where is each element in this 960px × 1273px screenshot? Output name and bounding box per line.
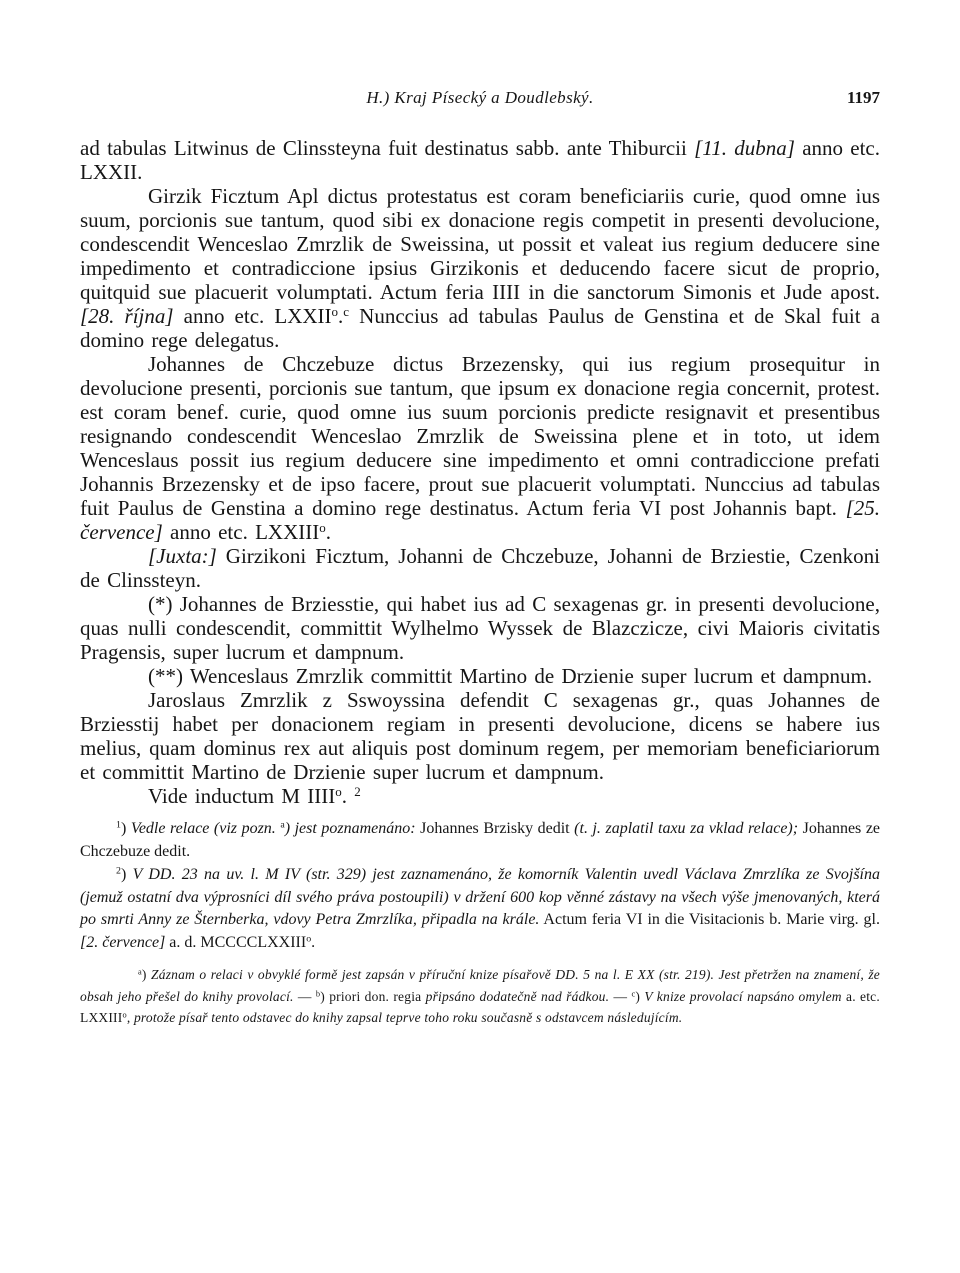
paragraph: [Juxta:] Girzikoni Ficztum, Johanni de Chczebuze, Johanni de Brziestie, Czenkoni de Clinssteyn.	[80, 544, 880, 592]
date-note: [11. dubna]	[694, 136, 795, 160]
date-note: [25. července]	[80, 496, 880, 544]
footnote-ref: 2	[354, 783, 361, 799]
paragraph: Vide inductum M IIII$^o$. $^2$	[148, 783, 361, 808]
page-header	[80, 88, 880, 118]
footnote: $^2$) V DD. 23 na uv. l. M IV (str. 329) jest zaznamenáno, že komorník Valentin uvedl Václava Zmrzlíka ze Svojšína (jemuž ostatní dva výprosníci díl svého práva postoupili) v držení 600 kop věnné zástavy na všech výše jmenovaných, která po smrti Anny ze Šternberka, vdovy Petra Zmrzlíka, připadla na krále. Actum feria VI in die Visitacionis b. Marie virg. gl. [2. července] a. d. MCCCCLXXIII$^o$.	[80, 865, 880, 951]
date-note: [2. července]	[80, 933, 166, 951]
date-note: [28. října]	[80, 304, 174, 328]
editor-note: [Juxta:]	[148, 544, 217, 568]
paragraph: Girzik Ficztum Apl dictus protestatus est coram beneficiariis curie, quod omne ius suum, porcionis sue tantum, quod sibi ex donacione regis competit in presenti devolucione, condescendit Wenceslao Zmrzlik de Sweissina, ut possit et valeat ius regium deducere sine impedimento et contradiccione ipsius Girzikonis et deducendo facere sicut de proprio, quitquid sue placuerit volumptati. Actum feria IIII in die sanctorum Simonis et Jude apost. [28. října] anno etc. LXXII$^o$.$^c$ Nunccius ad tabulas Paulus de Genstina et de Skal fuit a domino rege delegatus.	[80, 184, 880, 352]
running-title: H.) Kraj Písecký a Doudlebský.	[366, 88, 594, 107]
main-text	[80, 136, 880, 808]
paragraph: (*) Johannes de Brziesstie, qui habet ius ad C sexagenas gr. in presenti devolucione, quas nulli condescendit, committit Wylhelmo Wyssek de Blazczicze, civi Maioris civitatis Pragensis, super lucrum et dampnum.	[80, 592, 880, 664]
note: $^a$) Záznam o relaci v obvyklé formě jest zapsán v příruční knize písařově DD. 5 na l. E XX (str. 219). Jest přetržen na znamení, že obsah jeho přešel do knihy provolací. — $^b$) priori don. regia připsáno dodatečně nad řádkou. — $^c$) V knize provolací napsáno omylem a. etc. LXXIII$^o$, protože písař tento odstavec do knihy zapsal teprve toho roku současně s odstavcem následujícím.	[80, 967, 880, 1025]
paragraph: Jaroslaus Zmrzlik z Sswoyssina defendit C sexagenas gr., quas Johannes de Brziesstij habet per donacionem regiam in presenti devolucione, dicens se habere ius melius, quam dominus rex aut aliquis post dominum regem, per memoriam beneficiariorum et committit Martino de Drzienie super lucrum et dampnum.	[80, 688, 880, 784]
footnotes	[80, 818, 880, 954]
paragraph: Johannes de Chczebuze dictus Brzezensky, qui ius regium prosequitur in devolucione presenti, porcionis sue tantum, que ipsum ex donacione regia concernit, protest. est coram benef. curie, quod omne ius suum porcionis predicte resignavit et presentibus resignando condescendit Wenceslao Zmrzlik de Sweissina plene et in toto, ut idem Wenceslaus possit ius regium deducere sine impedimento et omni contradiccione prefati Johannis Brzezensky et de ipso facere, prout sue placuerit volumptati. Nunccius ad tabulas fuit Paulus de Genstina a domino rege destinatus. Actum feria VI post Johannis bapt. [25. července] anno etc. LXXIII$^o$.	[80, 352, 880, 544]
paragraph: (**) Wenceslaus Zmrzlik committit Martino de Drzienie super lucrum et dampnum.	[148, 664, 873, 688]
footnote: $^1$) Vedle relace (viz pozn. $^a$) jest poznamenáno: Johannes Brzisky dedit (t. j. zaplatil taxu za vklad relace); Johannes ze Chczebuze dedit.	[80, 819, 881, 860]
page-number: 1197	[846, 88, 880, 107]
text-critical-notes	[80, 964, 880, 1029]
paragraph: ad tabulas Litwinus de Clinssteyna fuit destinatus sabb. ante Thiburcii [11. dubna] anno etc. LXXII.	[80, 136, 881, 184]
footnote-ref: c	[343, 303, 350, 319]
